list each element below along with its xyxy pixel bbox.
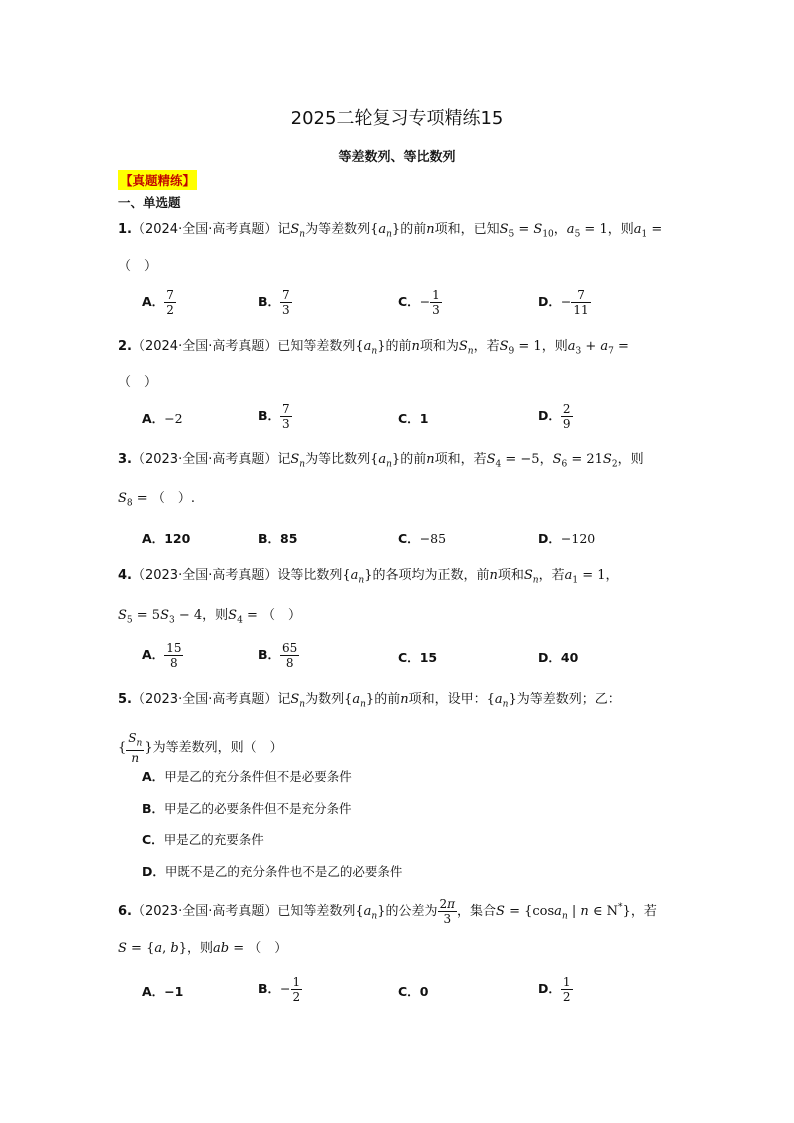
q5-option-c[interactable] <box>142 831 264 849</box>
q2-option-b[interactable] <box>258 402 292 431</box>
question-1-bracket: （ ） <box>118 259 158 274</box>
q4-option-a[interactable] <box>142 641 183 670</box>
q3-text: 的前 <box>400 452 427 467</box>
q1-option-b[interactable] <box>258 288 292 317</box>
option-label: C． <box>398 984 420 999</box>
fraction <box>164 288 176 317</box>
option-text: −120 <box>560 531 596 546</box>
q1-text: 项和，已知 <box>434 222 500 237</box>
numerator: 7 <box>166 288 174 302</box>
option-label: D． <box>538 408 561 423</box>
fraction: $\frac{S_n}{n}$ <box>128 731 143 766</box>
denominator: 9 <box>562 417 571 431</box>
q2-text: ，则 <box>541 339 568 354</box>
option-text: 甲是乙的充要条件 <box>163 832 264 847</box>
q1-text: 为等差数列 <box>305 222 371 237</box>
question-source: （2023·全国·高考真题） <box>131 692 278 707</box>
section-heading: 一、单选题 <box>118 195 181 210</box>
q5-text: 的前 <box>374 692 401 707</box>
q3-option-d[interactable] <box>538 530 595 548</box>
option-label: B． <box>258 647 281 662</box>
question-5-line-2: { $\frac{S_n}{n}$ }为等差数列，则（ ） <box>118 731 283 766</box>
q3-text: ，则 <box>617 452 644 467</box>
q4-text: （ ） <box>261 608 301 623</box>
question-2-line-1: 2.（2024·全国·高考真题）已知等差数列$\{a_n\}$的前n项和为$S_n$，若$S_9 = 1$，则$a_3 + a_7$ = <box>118 339 629 357</box>
question-3-line-2: $S_8$ = （ ）. <box>118 491 195 509</box>
q6-text: 已知等差数列 <box>277 904 356 919</box>
option-text: 0 <box>419 984 429 999</box>
q4-text: 项和 <box>497 568 524 583</box>
q6-option-b[interactable] <box>258 975 302 1004</box>
question-number: 2. <box>118 339 132 354</box>
question-6-line-1: 6.（2023·全国·高考真题）已知等差数列$\{a_n\}$的公差为 $\frac{2\pi}{3}$ ，集合S = {cosa$_n$ | n ∈ N*}，若 <box>118 897 657 926</box>
q1-option-d[interactable] <box>538 288 591 317</box>
q6-text: ，若 <box>630 904 657 919</box>
option-label: A． <box>142 984 165 999</box>
option-text: 甲是乙的必要条件但不是充分条件 <box>164 801 352 816</box>
numerator: 1 <box>432 288 440 302</box>
question-source: （2023·全国·高考真题） <box>131 904 278 919</box>
option-label: B． <box>258 294 281 309</box>
fraction <box>280 288 292 317</box>
option-label: C． <box>398 650 420 665</box>
option-label: D． <box>142 864 165 879</box>
option-label: A． <box>142 647 165 662</box>
q5-text: 为数列 <box>305 692 345 707</box>
question-4-line-2: $S_5 = 5S_3 - 4$，则$S_4$ = （ ） <box>118 608 301 626</box>
q6-text: ，集合 <box>457 904 497 919</box>
sign: − <box>419 294 431 309</box>
section-tag: 【真题精练】 <box>118 170 197 190</box>
option-label: C． <box>398 411 420 426</box>
option-label: A． <box>142 531 165 546</box>
option-text: −1 <box>164 984 184 999</box>
denominator: 3 <box>282 417 290 431</box>
question-6-line-2: S = {a, b}，则ab = （ ） <box>118 941 288 956</box>
q6-text: （ ） <box>248 941 288 956</box>
option-text: −85 <box>419 531 447 546</box>
question-number: 6. <box>118 904 132 919</box>
numerator: 7 <box>282 288 290 302</box>
question-number: 4. <box>118 568 132 583</box>
option-label: B． <box>258 408 281 423</box>
numerator: 65 <box>282 641 298 655</box>
option-text: 40 <box>560 650 579 665</box>
q3-option-a[interactable] <box>142 530 190 548</box>
q2-text: 已知等差数列 <box>277 339 356 354</box>
q6-option-a[interactable] <box>142 983 183 1001</box>
question-3-line-1: 3.（2023·全国·高考真题）记$S_n$为等比数列$\{a_n\}$的前n项和，若$S_4 = -5$，$S_6 = 21S_2$，则 <box>118 452 644 470</box>
q5-option-a[interactable] <box>142 768 352 786</box>
q3-option-c[interactable] <box>398 530 446 548</box>
numerator: 1 <box>562 975 571 989</box>
q1-text: 的前 <box>400 222 427 237</box>
option-text: −2 <box>164 411 183 426</box>
option-label: D． <box>538 650 561 665</box>
numerator: 15 <box>166 641 182 655</box>
q1-option-a[interactable] <box>142 288 176 317</box>
option-text: 85 <box>280 531 298 546</box>
denominator: 2 <box>292 990 301 1004</box>
q3-text: 记 <box>277 452 291 467</box>
q5-text: 为等差数列，则（ ） <box>152 740 283 756</box>
question-number: 3. <box>118 452 132 467</box>
q4-text: 的各项均为正数，前 <box>372 568 490 583</box>
fraction <box>280 641 299 670</box>
question-source: （2024·全国·高考真题） <box>131 339 278 354</box>
option-label: A． <box>142 411 165 426</box>
denominator: 8 <box>285 656 294 670</box>
numerator: 7 <box>282 402 290 416</box>
q5-text: 项和，设甲： <box>408 692 487 707</box>
option-text: 1 <box>419 411 429 426</box>
q6-text: 的公差为 <box>385 904 438 919</box>
numerator: 1 <box>292 975 301 989</box>
question-1-line-1: 1.（2024·全国·高考真题）记$S_n$为等差数列$\{a_n\}$的前n项和，已知$S_5 = S_{10}$，$a_5 = 1$，则$a_1$ = <box>118 222 663 240</box>
option-label: D． <box>538 294 561 309</box>
q6-option-c[interactable] <box>398 983 428 1001</box>
fraction <box>561 975 573 1004</box>
option-text: 甲是乙的充分条件但不是必要条件 <box>164 769 352 784</box>
denominator: 3 <box>282 303 290 317</box>
question-2-bracket: （ ） <box>118 375 158 390</box>
option-label: C． <box>142 832 164 847</box>
q1-option-c[interactable] <box>398 288 442 317</box>
q4-text: ，则 <box>202 608 229 623</box>
question-number: 1. <box>118 222 132 237</box>
q2-text: 的前 <box>385 339 412 354</box>
q6-option-d[interactable] <box>538 975 573 1004</box>
question-source: （2023·全国·高考真题） <box>131 568 278 583</box>
option-label: B． <box>142 801 165 816</box>
fraction <box>164 641 183 670</box>
option-text: 120 <box>164 531 191 546</box>
q3-text: （ ）. <box>151 491 195 506</box>
q4-option-c[interactable] <box>398 649 437 667</box>
option-label: A． <box>142 769 165 784</box>
q4-text: 设等比数列 <box>277 568 343 583</box>
q1-text: ，则 <box>607 222 634 237</box>
option-label: D． <box>538 981 561 996</box>
question-number: 5. <box>118 692 132 707</box>
denominator: 3 <box>432 303 440 317</box>
q2-text: 项和为 <box>419 339 459 354</box>
q2-option-c[interactable] <box>398 410 428 428</box>
q2-option-a[interactable] <box>142 410 183 428</box>
q3-option-b[interactable] <box>258 530 297 548</box>
option-label: C． <box>398 531 420 546</box>
page-subtitle: 等差数列、等比数列 <box>338 150 456 165</box>
denominator: 8 <box>170 656 178 670</box>
q3-text: 项和，若 <box>434 452 487 467</box>
numerator: 2 <box>562 402 571 416</box>
denominator: 2 <box>562 990 571 1004</box>
q5-text: 记 <box>277 692 291 707</box>
question-4-line-1: 4.（2023·全国·高考真题）设等比数列$\{a_n\}$的各项均为正数，前n项和$S_n$，若$a_1 = 1$， <box>118 568 619 586</box>
q3-text: 为等比数列 <box>305 452 371 467</box>
numerator: 7 <box>571 288 590 303</box>
option-label: A． <box>142 294 165 309</box>
sign: − <box>280 981 291 996</box>
q5-option-b[interactable] <box>142 800 352 818</box>
denominator: 11 <box>573 303 589 317</box>
page-title: 2025二轮复习专项精练15 <box>290 108 504 129</box>
q4-text: ，若 <box>538 568 565 583</box>
fraction <box>430 288 442 317</box>
q5-option-d[interactable] <box>142 863 402 881</box>
fraction <box>571 288 590 317</box>
denominator: 2 <box>166 303 174 317</box>
q2-text: ，若 <box>473 339 500 354</box>
option-label: B． <box>258 531 281 546</box>
question-5-line-1: 5.（2023·全国·高考真题）记$S_n$为数列$\{a_n\}$的前n项和，设甲：$\{a_n\}$为等差数列；乙： <box>118 692 621 710</box>
option-label: C． <box>398 294 420 309</box>
q1-text: 记 <box>277 222 291 237</box>
q4-option-b[interactable] <box>258 641 299 670</box>
option-label: D． <box>538 531 561 546</box>
fraction <box>291 975 303 1004</box>
q4-option-d[interactable] <box>538 649 578 667</box>
option-text: 15 <box>419 650 438 665</box>
q2-option-d[interactable] <box>538 402 573 431</box>
fraction <box>280 402 292 431</box>
q5-text: 为等差数列；乙： <box>516 692 621 707</box>
option-text: 甲既不是乙的充分条件也不是乙的必要条件 <box>164 864 403 879</box>
q6-text: ，则 <box>186 941 213 956</box>
option-label: B． <box>258 981 281 996</box>
question-source: （2023·全国·高考真题） <box>131 452 278 467</box>
question-source: （2024·全国·高考真题） <box>131 222 278 237</box>
sign: − <box>560 294 572 309</box>
fraction: $\frac{2\pi}{3}$ <box>439 897 456 926</box>
fraction <box>561 402 573 431</box>
